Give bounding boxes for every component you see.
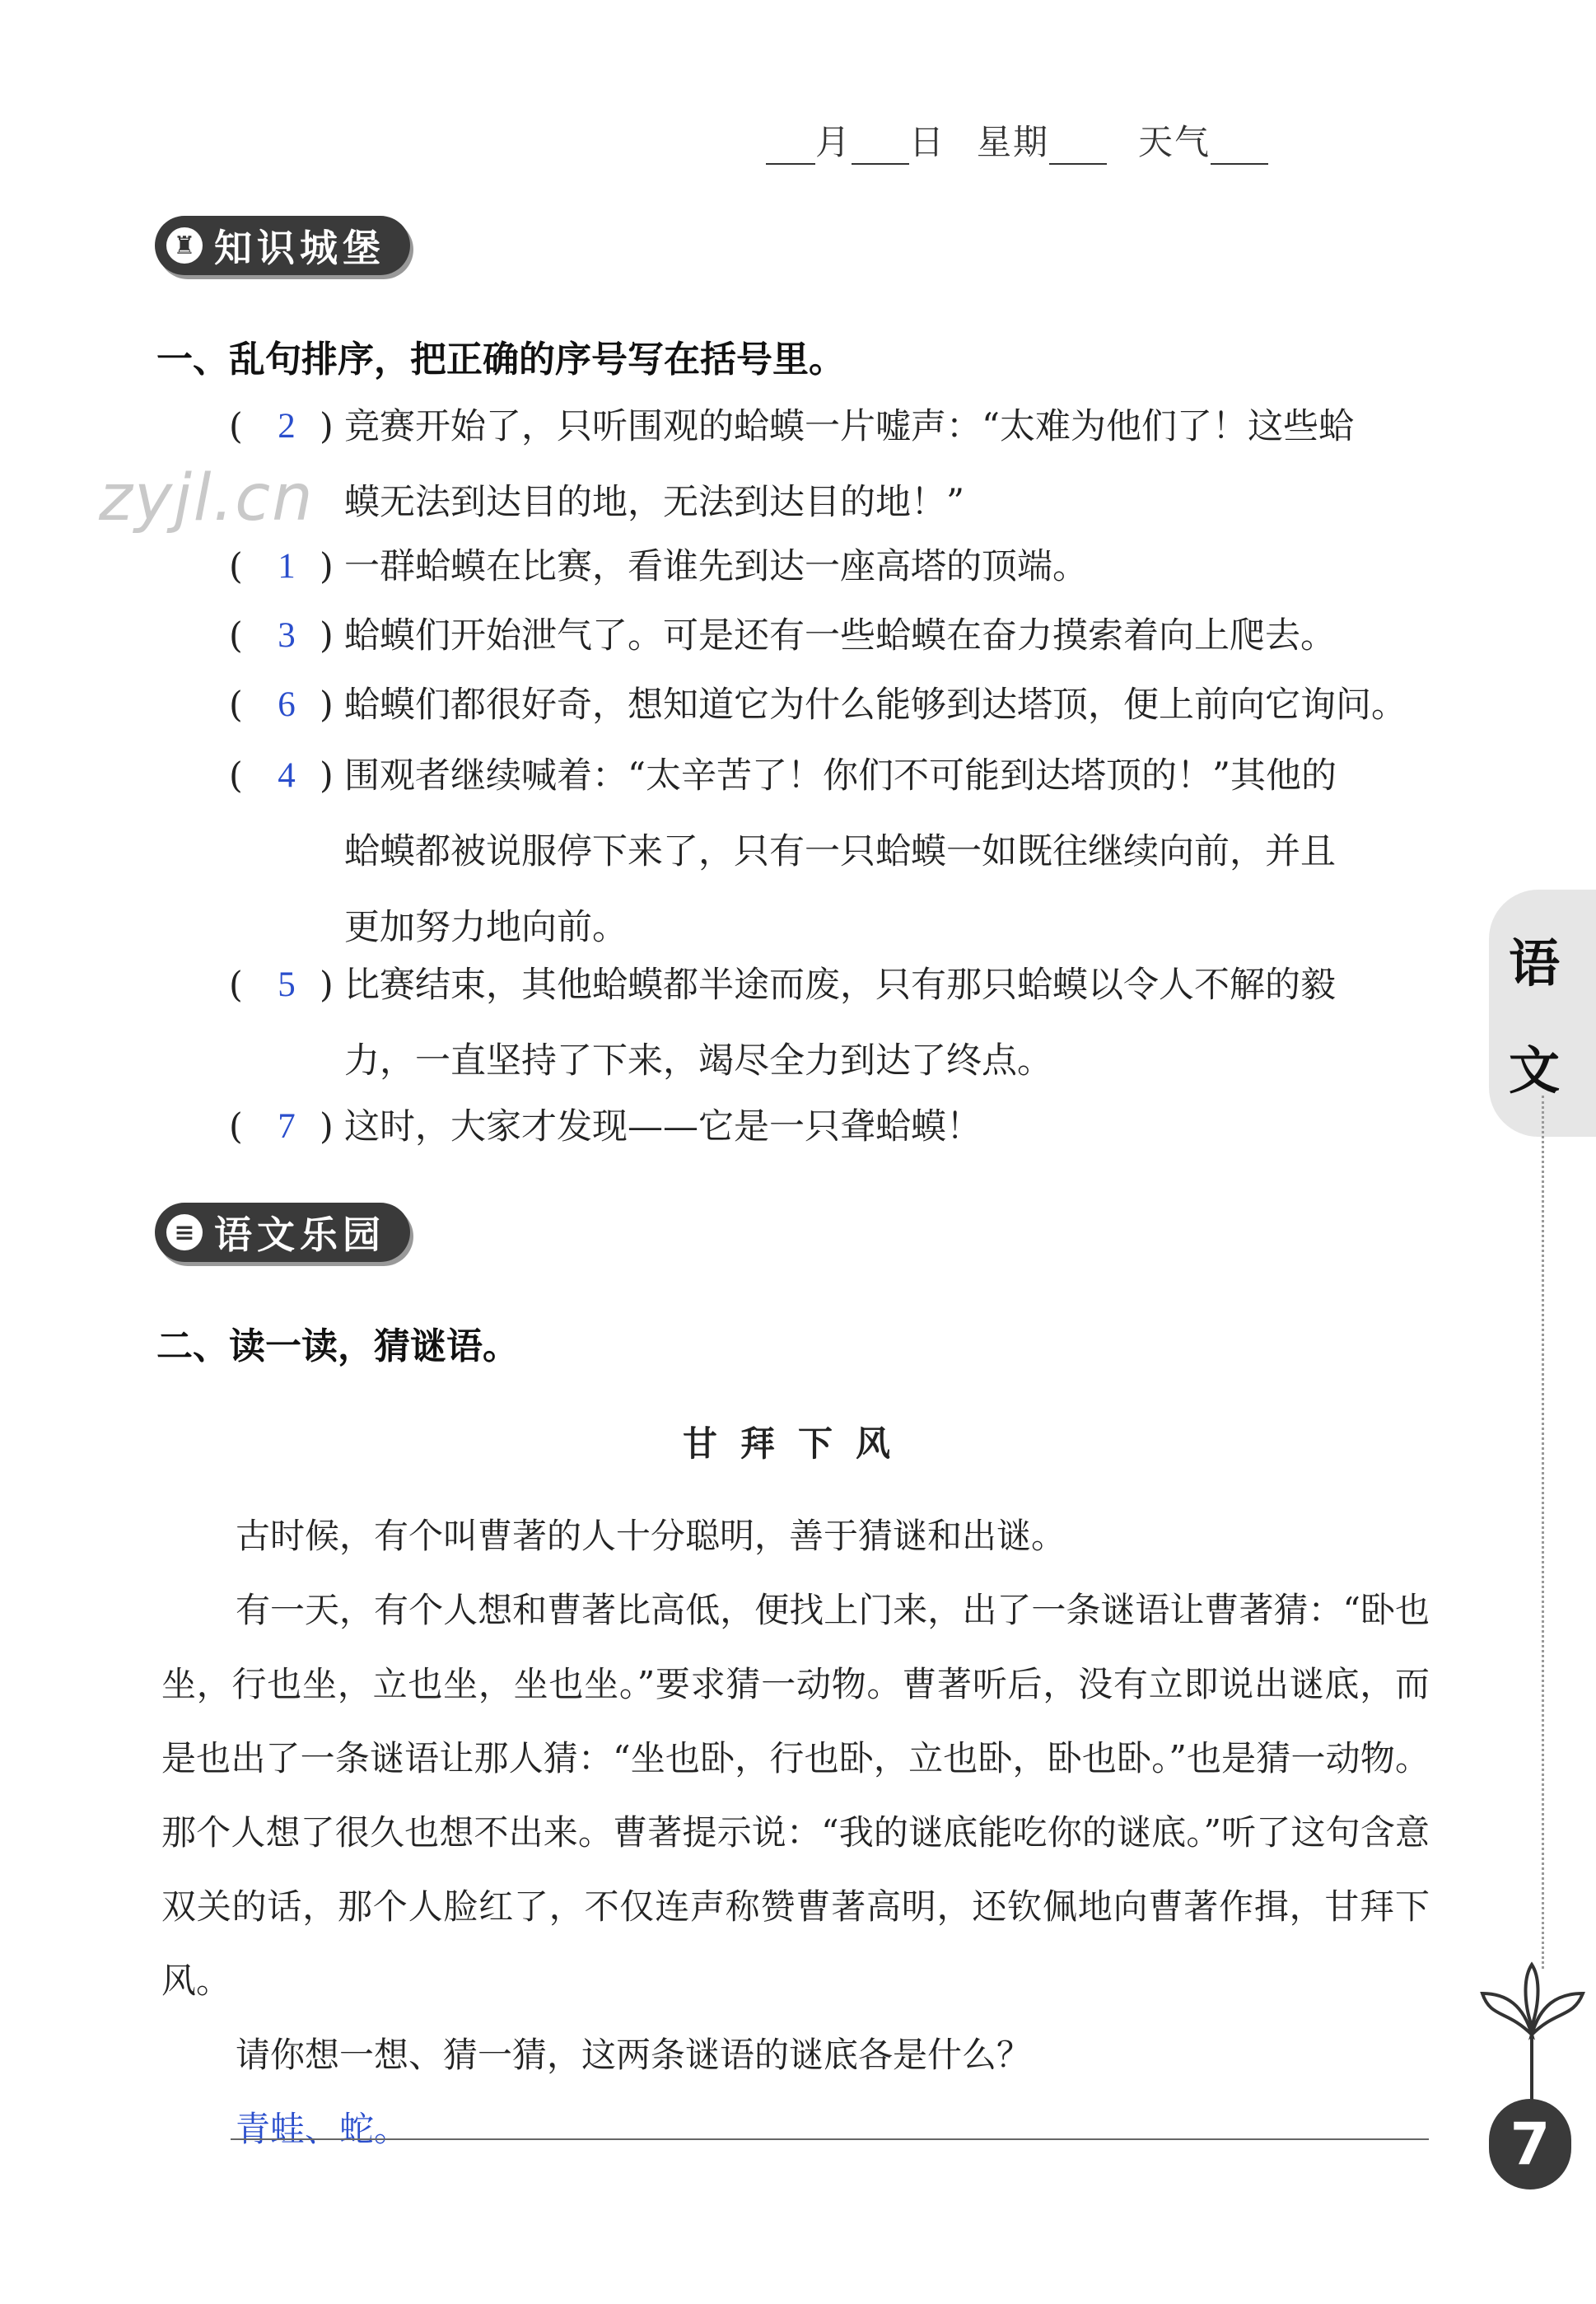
item-line: 一群蛤蟆在比赛，看谁先到达一座高塔的顶端。	[344, 546, 1088, 587]
question-1-title: 一、乱句排序，把正确的序号写在括号里。	[156, 339, 845, 381]
weather-label: 天气	[1138, 122, 1211, 162]
month-label: 月	[815, 122, 852, 162]
day-blank[interactable]	[852, 132, 909, 165]
date-weather-header	[766, 115, 1268, 165]
subject-side-tab	[1449, 890, 1596, 1137]
item-line: 蛤蟆们开始泄气了。可是还有一些蛤蟆在奋力摸索着向上爬去。	[344, 615, 1336, 657]
answer-number[interactable]: 4	[278, 756, 296, 795]
plant-icon	[1474, 1961, 1589, 2109]
item-line: 力，一直坚持了下来，竭尽全力到达了终点。	[344, 1040, 1052, 1082]
weekday-blank[interactable]	[1049, 132, 1107, 165]
item-line: 蛤蟆们都很好奇，想知道它为什么能够到达塔顶，便上前向它询问。	[344, 685, 1407, 726]
answer-number[interactable]: 6	[278, 685, 296, 724]
story-title: 甘拜下风	[682, 1423, 913, 1464]
story-paragraph: 古时候，有个叫曹著的人十分聪明，善于猜谜和出谜。	[236, 1516, 1066, 1556]
castle-icon: ♜	[166, 227, 203, 264]
section-badge-knowledge-castle	[155, 216, 410, 275]
item-line: 比赛结束，其他蛤蟆都半途而废，只有那只蛤蟆以令人不解的毅	[344, 965, 1336, 1006]
page-number-badge: 7	[1489, 2099, 1571, 2190]
story-paragraph: 有一天，有个人想和曹著比高低，便找上门来，出了一条谜语让曹著猜：“卧也坐，行也坐，立也坐，坐也坐。”要求猜一动物。曹著听后，没有立即说出谜底，而是也出了一条谜语让那人猜：“坐也卧，行也卧，立也卧，卧也卧。”也是猜一动物。那个人想了很久也想不出来。曹著提示说：“我的谜底能吃你的谜底。”听了这句含意双关的话，那个人脸红了，不仅连声称赞曹著高明，还钦佩地向曹著作揖，甘拜下风。	[161, 1590, 1430, 2001]
answer-number[interactable]: 7	[278, 1107, 296, 1146]
answer-line	[231, 2138, 1429, 2140]
section-title: 语文乐园	[214, 1213, 385, 1257]
section-badge-chinese-garden	[155, 1203, 410, 1262]
answer-number[interactable]: 1	[278, 547, 296, 586]
item-line: 围观者继续喊着：“太辛苦了！你们不可能到达塔顶的！”其他的	[344, 755, 1337, 797]
book-icon: ≡	[166, 1214, 203, 1250]
weather-blank[interactable]	[1211, 132, 1268, 165]
item-line: 蟆无法到达目的地，无法到达目的地！”	[344, 482, 964, 523]
riddle-prompt: 请你想一想、猜一猜，这两条谜语的谜底各是什么？	[236, 2035, 1032, 2075]
item-line: 更加努力地向前。	[344, 907, 628, 948]
question-2-title: 二、读一读，猜谜语。	[156, 1325, 519, 1367]
side-tab-char: 语	[1509, 933, 1561, 993]
item-line: 蛤蟆都被说服停下来了，只有一只蛤蟆一如既往继续向前，并且	[344, 831, 1336, 872]
month-blank[interactable]	[766, 132, 815, 165]
section-title: 知识城堡	[214, 226, 385, 270]
item-line: 这时，大家才发现——它是一只聋蛤蟆！	[344, 1106, 982, 1147]
story-body	[161, 1499, 1430, 2166]
side-tab-char: 文	[1509, 1040, 1561, 1101]
answer-text[interactable]: 青蛙、蛇。	[236, 2109, 409, 2149]
dotted-divider	[1542, 1096, 1544, 1969]
watermark: zyjl.cn	[99, 461, 315, 535]
item-line: 竞赛开始了，只听围观的蛤蟆一片嘘声：“太难为他们了！这些蛤	[344, 406, 1354, 447]
answer-number[interactable]: 5	[278, 965, 296, 1004]
answer-number[interactable]: 3	[278, 616, 296, 655]
weekday-label: 星期	[977, 122, 1050, 162]
answer-number[interactable]: 2	[278, 407, 296, 446]
day-label: 日	[909, 122, 946, 162]
